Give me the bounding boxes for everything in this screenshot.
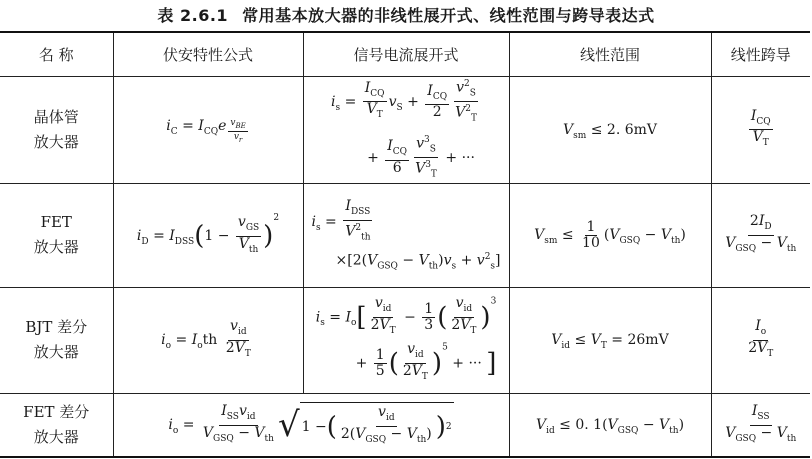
iv-formula-cell [113, 393, 509, 457]
row-name-line: 放大器 [33, 132, 79, 151]
row-name-cell [0, 287, 113, 393]
iv-formula-cell [113, 183, 303, 287]
iv-formula-cell [113, 287, 303, 393]
linear-range: $V_{sm}$ ≤ $\frac{1}{10}$ $(V_{GSQ} - V_{th})$ [534, 218, 686, 251]
row-name-cell [0, 183, 113, 287]
header-row [0, 32, 810, 77]
table-title [0, 3, 812, 26]
table-row [0, 77, 810, 184]
expansion-cell [303, 183, 509, 287]
transconductance-cell [711, 183, 810, 287]
expansion-cell [303, 287, 509, 393]
transconductance: $I_{CQ}$ $V_T$ [750, 107, 771, 149]
header-iv-formula: 伏安特性公式 [113, 32, 303, 77]
linear-range-cell [509, 77, 711, 184]
linear-range: $V_{sm} \le 2$. 6mV [562, 122, 658, 141]
table-row [0, 183, 810, 287]
header-transconductance: 线性跨导 [711, 32, 810, 77]
expansion-line: $i_s = I_o$[ $v_{id}$ $2V_T$ − $\frac{1}{3}$ ( $v_{id}$ $2V_T$ )$^3$ [315, 294, 497, 336]
iv-formula-cell [113, 77, 303, 184]
row-name-line: 放大器 [33, 343, 79, 362]
linear-range: $V_{id} \le V_T = 26mV$ [551, 332, 669, 352]
iv-formula: $i_o = I_oth$ $v_{id}$ $2V_T$ [161, 318, 251, 359]
formula-table [0, 31, 810, 458]
linear-range-cell [509, 393, 711, 457]
transconductance: $2I_D$ $V_{GSQ} - V_{th}$ [725, 213, 797, 254]
transconductance-cell [711, 393, 810, 457]
linear-range-cell [509, 287, 711, 393]
row-name-cell [0, 393, 113, 457]
expansion-line: + $I_{CQ}$ 6 $\frac{v^3_S}{V^3_T}$ + ··· [367, 134, 475, 180]
table-row [0, 287, 810, 393]
row-name-line: 晶体管 [33, 107, 79, 126]
row-name-line: 放大器 [33, 428, 79, 447]
table-caption: 常用基本放大器的非线性展开式、线性范围与跨导表达式 [242, 6, 655, 25]
table-number: 表 2.6.1 [157, 6, 229, 25]
table-row [0, 393, 810, 457]
expansion-line: + $\frac{1}{5}$ ( $v_{id}$ $2V_T$ )$^5$ + ··· ] [355, 341, 497, 382]
iv-formula: $i_D = I_{DSS}(1$ − $v_{GS}$ $V_{th}$ )$^2$ [136, 213, 280, 255]
row-name-line: FET [40, 213, 72, 232]
expansion-line: $i_s$ = $I_{CQ}$ $V_T$ $v_S$ + $I_{CQ}$ 2 $\frac{v^2_S}{V^2_T}$ [331, 79, 477, 124]
row-name-line: 放大器 [33, 238, 79, 257]
linear-range: $V_{id} \le 0$. $1(V_{GSQ} - V_{th})$ [535, 417, 685, 436]
expansion-line: $\times[2(V_{GSQ} - V_{th})v_s + v^2_s]$ [335, 251, 501, 272]
expansion-cell [303, 77, 509, 184]
expansion-line: $i_s$ = $I_{DSS}$ $V^2_{th}$ [311, 198, 371, 243]
iv-formula: $i_o$ = $I_{SS}v_{id}$ $V_{GSQ} - V_{th}$ √ 1 − ( $v_{id}$ $2(V_{GSQ} - V_{th})$ ) 2 [168, 417, 453, 433]
header-name: 名 称 [0, 32, 113, 77]
transconductance-cell [711, 77, 810, 184]
transconductance-cell [711, 287, 810, 393]
header-expansion: 信号电流展开式 [303, 32, 509, 77]
transconductance: $I_{SS}$ $V_{GSQ} - V_{th}$ [725, 402, 797, 444]
row-name-cell [0, 77, 113, 184]
row-name-line: FET 差分 [23, 403, 90, 422]
row-name-line: BJT 差分 [25, 318, 88, 337]
iv-formula: $i_C = I_{CQ}e$ $v_{BE}$ $v_r$ [166, 117, 246, 144]
transconductance: $\frac{I_o}{2V_T}$ [748, 318, 774, 359]
header-linear-range: 线性范围 [509, 32, 711, 77]
linear-range-cell [509, 183, 711, 287]
